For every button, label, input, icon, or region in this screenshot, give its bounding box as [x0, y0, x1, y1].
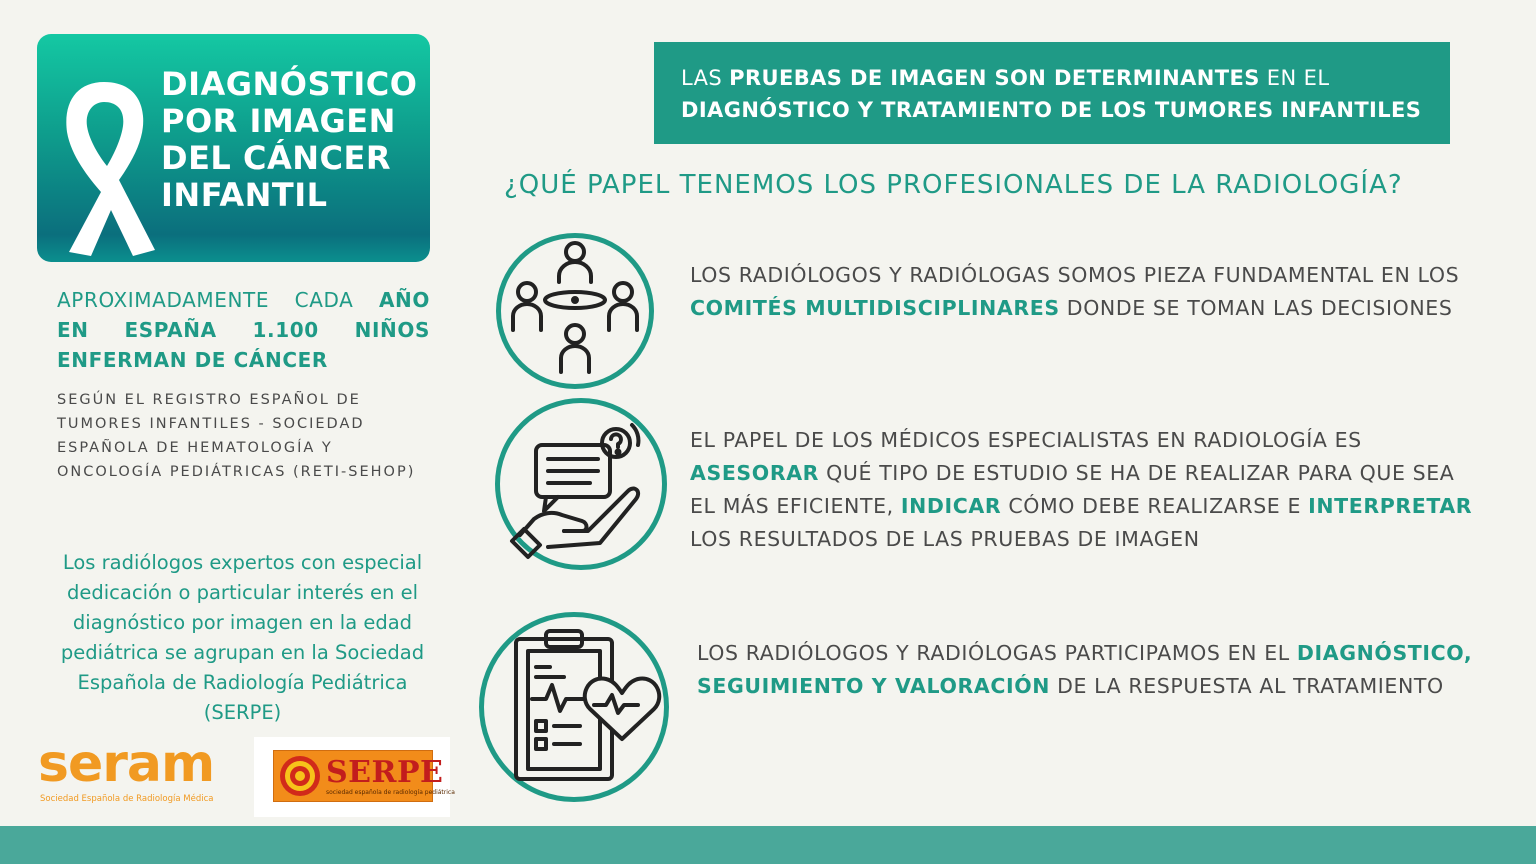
- title-line-2: POR IMAGEN: [161, 102, 396, 140]
- item-1-highlight: COMITÉS MULTIDISCIPLINARES: [690, 296, 1060, 320]
- stat-prefix: APROXIMADAMENTE CADA: [57, 288, 354, 312]
- item-2-part: QUÉ TIPO DE ESTUDIO SE HA DE REALIZAR PARA QUE SEA EL MÁS EFICIENTE,: [690, 461, 1455, 518]
- item-3-part: LOS RADIÓLOGOS Y RADIÓLOGAS PARTICIPAMOS EN EL: [697, 641, 1297, 665]
- item-3-highlight: DIAGNÓSTICO, SEGUIMIENTO Y VALORACIÓN: [697, 641, 1473, 698]
- awareness-ribbon-icon: [49, 74, 159, 262]
- serpe-description: Los radiólogos expertos con especial dedicación o particular interés en el diagnóstico por imagen en la edad pediátrica se agrupan en la Sociedad Española de Radiología Pediátrica (SERPE): [60, 551, 425, 724]
- item-3-text: [697, 637, 1477, 703]
- stat-highlight: AÑO EN ESPAÑA 1.100 NIÑOS ENFERMAN DE CÁNCER: [57, 288, 430, 372]
- footer-bar: [0, 826, 1536, 864]
- item-2-text: [690, 424, 1480, 556]
- serpe-logo-box: [273, 750, 455, 802]
- seram-logo-subtitle: Sociedad Española de Radiología Médica: [40, 794, 214, 804]
- banner-line-2: DIAGNÓSTICO Y TRATAMIENTO DE LOS TUMORES INFANTILES: [681, 98, 1422, 122]
- item-3-part: DE LA RESPUESTA AL TRATAMIENTO: [1050, 674, 1444, 698]
- title-card: [37, 34, 430, 262]
- section-question: ¿QUÉ PAPEL TENEMOS LOS PROFESIONALES DE LA RADIOLOGÍA?: [504, 170, 1403, 200]
- item-1-icon-circle: [496, 233, 654, 389]
- item-1-part: LOS RADIÓLOGOS Y RADIÓLOGAS SOMOS PIEZA FUNDAMENTAL EN LOS: [690, 263, 1460, 287]
- item-2-part: LOS RESULTADOS DE LAS PRUEBAS DE IMAGEN: [690, 527, 1200, 551]
- clipboard-heart-icon: [484, 617, 664, 797]
- seram-logo-word: seram: [38, 734, 215, 794]
- item-2-highlight: INTERPRETAR: [1308, 494, 1473, 518]
- header-banner: [654, 42, 1450, 144]
- title-line-4: INFANTIL: [161, 176, 328, 214]
- item-3-icon-circle: [479, 612, 669, 802]
- item-2-part: CÓMO DEBE REALIZARSE E: [1001, 494, 1309, 518]
- seram-logo: [38, 734, 238, 812]
- title-line-1: DIAGNÓSTICO: [161, 65, 418, 103]
- banner-text: EN EL: [1259, 66, 1330, 90]
- item-2-highlight: INDICAR: [900, 494, 1002, 518]
- title-line-3: DEL CÁNCER: [161, 139, 391, 177]
- banner-text: LAS: [681, 66, 730, 90]
- meeting-table-icon: [501, 238, 649, 384]
- statistic-text: [57, 285, 430, 375]
- item-2-highlight: ASESORAR: [690, 461, 820, 485]
- title-text: [161, 66, 417, 214]
- item-1-part: DONDE SE TOMAN LAS DECISIONES: [1059, 296, 1453, 320]
- item-2-part: EL PAPEL DE LOS MÉDICOS ESPECIALISTAS EN RADIOLOGÍA ES: [690, 428, 1362, 452]
- serpe-emblem-icon: [278, 754, 322, 798]
- serpe-logo: [254, 737, 455, 817]
- banner-line-1: [681, 66, 1329, 90]
- serpe-logo-word: SERPE: [326, 755, 444, 790]
- source-note: SEGÚN EL REGISTRO ESPAÑOL DE TUMORES INFANTILES - SOCIEDAD ESPAÑOLA DE HEMATOLOGÍA Y ONCOLOGÍA PEDIÁTRICAS (RETI-SEHOP): [57, 392, 416, 480]
- item-2-icon-circle: [495, 398, 667, 570]
- advice-hand-icon: [500, 403, 662, 565]
- serpe-logo-subtitle: sociedad española de radiología pediátrica: [326, 789, 455, 796]
- item-1-text: [690, 259, 1470, 325]
- banner-bold: PRUEBAS DE IMAGEN SON DETERMINANTES: [729, 66, 1260, 90]
